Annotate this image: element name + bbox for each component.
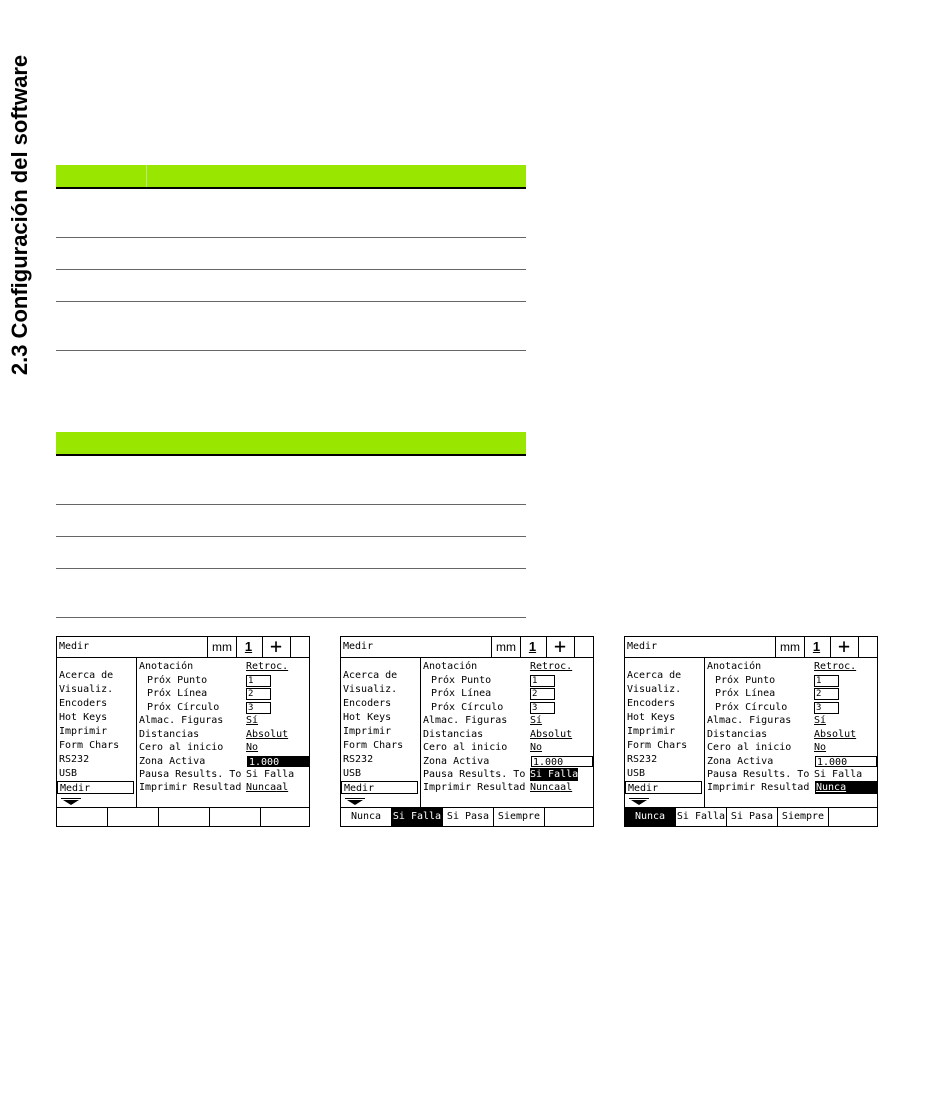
menu-item-medir[interactable]: Medir xyxy=(57,781,134,794)
distancias-label: Distancias xyxy=(423,729,484,740)
softkey-5[interactable] xyxy=(261,808,310,826)
imprimir-resultados-value[interactable] xyxy=(815,781,878,794)
menu-item-medir[interactable]: Medir xyxy=(625,781,702,794)
menu-item-encoders[interactable]: Encoders xyxy=(59,698,108,709)
setup-menu xyxy=(625,658,705,808)
menu-item-visualiz[interactable]: Visualiz. xyxy=(627,684,682,695)
imprimir-value-text: Nunca xyxy=(530,782,561,793)
anotacion-label: Anotación xyxy=(139,661,194,672)
anotacion-value[interactable]: Retroc. xyxy=(814,661,857,672)
unit-toggle[interactable]: mm xyxy=(775,637,805,657)
pausa-results-value[interactable]: Si Falla xyxy=(814,769,863,780)
table-row xyxy=(56,189,526,238)
prox-linea-field[interactable]: 2 xyxy=(246,688,271,700)
prox-circulo-label: Próx Círculo xyxy=(715,702,788,713)
settings-panel xyxy=(707,658,877,808)
menu-item-acerca-de[interactable]: Acerca de xyxy=(343,670,398,681)
prox-circulo-field[interactable]: 3 xyxy=(814,702,839,714)
pausa-results-label: Pausa Results. To xyxy=(139,769,242,780)
crosshair-icon[interactable]: + xyxy=(262,637,291,657)
prox-punto-label: Próx Punto xyxy=(147,675,208,686)
menu-item-encoders[interactable]: Encoders xyxy=(627,698,676,709)
settings-table-2 xyxy=(56,432,526,618)
scroll-down-icon[interactable] xyxy=(631,800,647,805)
softkey-5[interactable] xyxy=(829,808,878,826)
menu-item-encoders[interactable]: Encoders xyxy=(343,698,392,709)
table-row xyxy=(56,569,526,618)
menu-item-medir[interactable]: Medir xyxy=(341,781,418,794)
menu-item-visualiz[interactable]: Visualiz. xyxy=(59,684,114,695)
scroll-divider xyxy=(345,798,365,799)
imprimir-resultados-label: Imprimir Resultad xyxy=(139,782,242,793)
distancias-value[interactable]: Absolut xyxy=(814,729,857,740)
datum-icon[interactable]: 1 xyxy=(235,637,263,657)
menu-item-imprimir[interactable]: Imprimir xyxy=(627,726,676,737)
distancias-label: Distancias xyxy=(139,729,200,740)
menu-item-rs232[interactable]: RS232 xyxy=(627,754,658,765)
softkey-bar xyxy=(57,807,309,826)
cero-inicio-label: Cero al inicio xyxy=(423,742,508,753)
pausa-results-value[interactable]: Si Falla xyxy=(530,769,579,780)
prox-punto-field[interactable]: 1 xyxy=(246,675,271,687)
zona-activa-label: Zona Activa xyxy=(423,756,490,767)
softkey-4[interactable] xyxy=(210,808,261,826)
softkey-2[interactable]: Si Falla xyxy=(676,808,727,826)
scroll-down-icon[interactable] xyxy=(63,800,79,805)
screen-title-bar xyxy=(57,637,309,658)
menu-item-form-chars[interactable]: Form Chars xyxy=(59,740,120,751)
menu-item-imprimir[interactable]: Imprimir xyxy=(59,726,108,737)
prox-circulo-field[interactable]: 3 xyxy=(530,702,555,714)
zona-activa-field[interactable]: 1.000 xyxy=(815,756,877,767)
softkey-2[interactable] xyxy=(108,808,159,826)
prox-punto-label: Próx Punto xyxy=(715,675,776,686)
softkey-4[interactable]: Siempre xyxy=(778,808,829,826)
chapter-heading-strip xyxy=(0,0,40,430)
distancias-label: Distancias xyxy=(707,729,768,740)
menu-item-imprimir[interactable]: Imprimir xyxy=(343,726,392,737)
imprimir-value-text: Nunca xyxy=(246,782,277,793)
screen-title-bar xyxy=(625,637,877,658)
softkey-2[interactable]: Si Falla xyxy=(392,808,443,826)
device-screen-3 xyxy=(624,636,878,827)
table-row xyxy=(56,270,526,302)
pausa-results-label: Pausa Results. To xyxy=(423,769,526,780)
softkey-1[interactable]: Nunca xyxy=(341,808,392,826)
almac-figuras-label: Almac. Figuras xyxy=(139,715,224,726)
scroll-down-icon[interactable] xyxy=(347,800,363,805)
table-header xyxy=(56,165,526,189)
prox-punto-field[interactable]: 1 xyxy=(530,675,555,687)
scroll-divider xyxy=(61,798,81,799)
menu-item-rs232[interactable]: RS232 xyxy=(343,754,374,765)
pausa-results-label: Pausa Results. To xyxy=(707,769,810,780)
crosshair-icon[interactable]: + xyxy=(830,637,859,657)
prox-linea-field[interactable]: 2 xyxy=(814,688,839,700)
chapter-heading: 2.3 Configuración del software xyxy=(7,54,32,376)
prox-circulo-label: Próx Círculo xyxy=(431,702,504,713)
imprimir-resultados-label: Imprimir Resultad xyxy=(707,782,810,793)
screen-title-bar xyxy=(341,637,593,658)
anotacion-label: Anotación xyxy=(707,661,762,672)
pausa-results-value[interactable]: Si Falla xyxy=(246,769,295,780)
zona-activa-field[interactable]: 1.000 xyxy=(531,756,593,767)
softkey-1[interactable]: Nunca xyxy=(625,808,676,826)
imprimir-value-suffix: al xyxy=(276,782,289,793)
screen-title: Medir xyxy=(59,641,90,652)
scroll-divider xyxy=(629,798,649,799)
prox-punto-label: Próx Punto xyxy=(431,675,492,686)
softkey-1[interactable] xyxy=(57,808,108,826)
unit-toggle[interactable]: mm xyxy=(491,637,521,657)
menu-item-usb[interactable]: USB xyxy=(343,768,362,779)
table-row xyxy=(56,456,526,505)
setup-menu xyxy=(341,658,421,808)
table-row xyxy=(56,537,526,569)
softkey-bar xyxy=(341,807,593,826)
menu-item-form-chars[interactable]: Form Chars xyxy=(627,740,688,751)
almac-figuras-value[interactable]: Sí xyxy=(814,715,827,726)
device-screen-2 xyxy=(340,636,594,827)
settings-panel xyxy=(423,658,593,808)
prox-linea-label: Próx Línea xyxy=(147,688,208,699)
header-divider xyxy=(146,165,147,187)
screen-title: Medir xyxy=(627,641,658,652)
distancias-value[interactable]: Absolut xyxy=(530,729,573,740)
table-row xyxy=(56,238,526,270)
menu-item-hot-keys[interactable]: Hot Keys xyxy=(59,712,108,723)
almac-figuras-value[interactable]: Sí xyxy=(530,715,543,726)
imprimir-resultados-value[interactable] xyxy=(530,781,572,794)
prox-linea-label: Próx Línea xyxy=(715,688,776,699)
prox-linea-field[interactable]: 2 xyxy=(530,688,555,700)
device-screen-1 xyxy=(56,636,310,827)
imprimir-value-text: Nunca xyxy=(816,782,847,793)
anotacion-value[interactable]: Retroc. xyxy=(530,661,573,672)
menu-item-usb[interactable]: USB xyxy=(59,768,78,779)
table-header xyxy=(56,432,526,456)
zona-activa-label: Zona Activa xyxy=(707,756,774,767)
settings-table-1 xyxy=(56,165,526,351)
table-row xyxy=(56,302,526,351)
table-row xyxy=(56,505,526,537)
prox-circulo-field[interactable]: 3 xyxy=(246,702,271,714)
distancias-value[interactable]: Absolut xyxy=(246,729,289,740)
softkey-bar xyxy=(625,807,877,826)
prox-punto-field[interactable]: 1 xyxy=(814,675,839,687)
zona-activa-label: Zona Activa xyxy=(139,756,206,767)
prox-circulo-label: Próx Círculo xyxy=(147,702,220,713)
datum-icon[interactable]: 1 xyxy=(519,637,547,657)
softkey-3[interactable]: Si Pasa xyxy=(727,808,778,826)
cero-inicio-label: Cero al inicio xyxy=(707,742,792,753)
imprimir-resultados-label: Imprimir Resultad xyxy=(423,782,526,793)
menu-item-usb[interactable]: USB xyxy=(627,768,646,779)
almac-figuras-value[interactable]: Sí xyxy=(246,715,259,726)
cero-inicio-value[interactable]: No xyxy=(814,742,827,753)
datum-icon[interactable]: 1 xyxy=(803,637,831,657)
almac-figuras-label: Almac. Figuras xyxy=(707,715,792,726)
softkey-3[interactable] xyxy=(159,808,210,826)
softkey-4[interactable]: Siempre xyxy=(494,808,545,826)
menu-item-rs232[interactable]: RS232 xyxy=(59,754,90,765)
unit-toggle[interactable]: mm xyxy=(207,637,237,657)
imprimir-resultados-value[interactable] xyxy=(246,781,288,794)
menu-item-visualiz[interactable]: Visualiz. xyxy=(343,684,398,695)
prox-linea-label: Próx Línea xyxy=(431,688,492,699)
softkey-3[interactable]: Si Pasa xyxy=(443,808,494,826)
menu-item-acerca-de[interactable]: Acerca de xyxy=(59,670,114,681)
cero-inicio-value[interactable]: No xyxy=(530,742,543,753)
screen-title: Medir xyxy=(343,641,374,652)
anotacion-value[interactable]: Retroc. xyxy=(246,661,289,672)
imprimir-value-suffix: al xyxy=(560,782,573,793)
softkey-5[interactable] xyxy=(545,808,594,826)
cero-inicio-value[interactable]: No xyxy=(246,742,259,753)
cero-inicio-label: Cero al inicio xyxy=(139,742,224,753)
anotacion-label: Anotación xyxy=(423,661,478,672)
zona-activa-field[interactable]: 1.000 xyxy=(247,756,309,767)
menu-item-hot-keys[interactable]: Hot Keys xyxy=(627,712,676,723)
crosshair-icon[interactable]: + xyxy=(546,637,575,657)
menu-item-hot-keys[interactable]: Hot Keys xyxy=(343,712,392,723)
menu-item-form-chars[interactable]: Form Chars xyxy=(343,740,404,751)
setup-menu xyxy=(57,658,137,808)
menu-item-acerca-de[interactable]: Acerca de xyxy=(627,670,682,681)
almac-figuras-label: Almac. Figuras xyxy=(423,715,508,726)
settings-panel xyxy=(139,658,309,808)
